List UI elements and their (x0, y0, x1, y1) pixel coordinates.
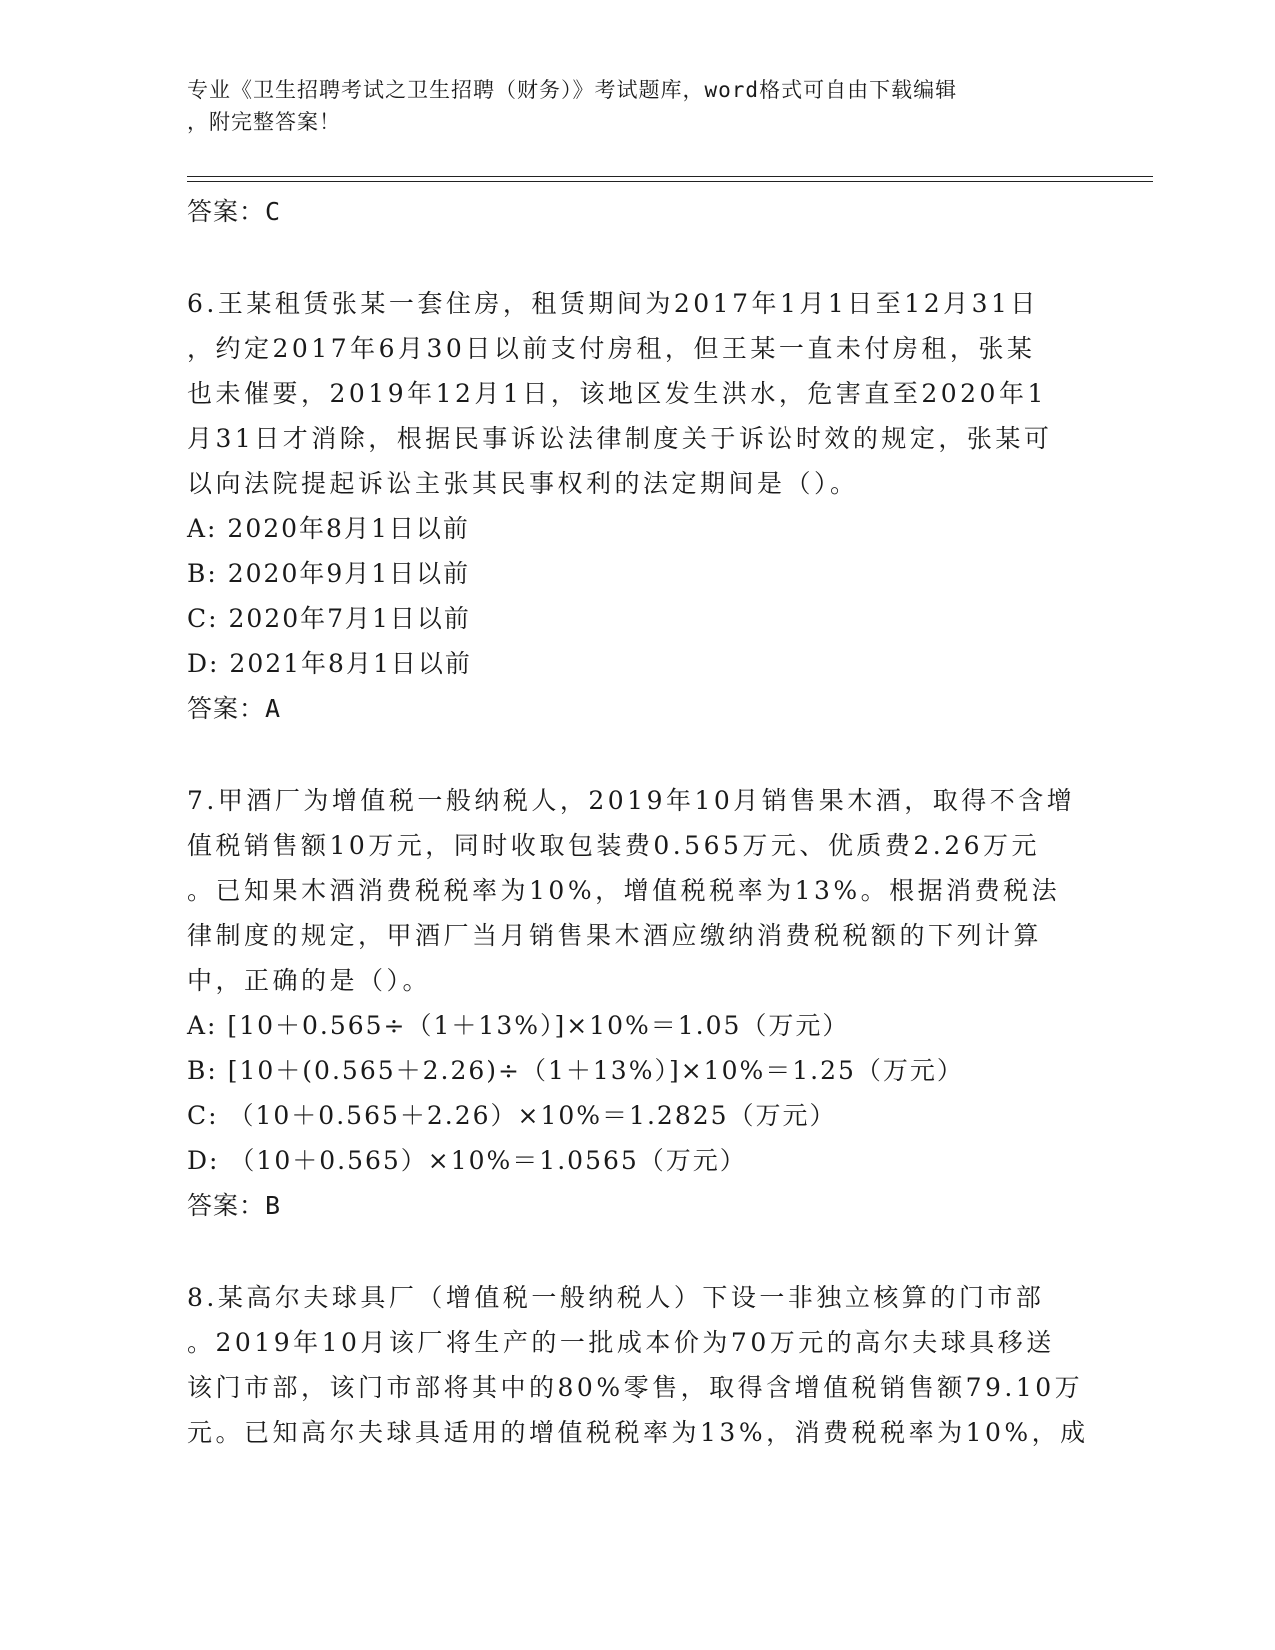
question-6-line: 月31日才消除，根据民事诉讼法律制度关于诉讼时效的规定，张某可 (187, 424, 1053, 453)
question-7-option-c: C: （10＋0.565＋2.26）×10%＝1.2825（万元） (187, 1101, 837, 1130)
answer-q6: 答案：A (187, 694, 282, 723)
spacer (187, 1228, 1087, 1275)
question-6-line: 以向法院提起诉讼主张其民事权利的法定期间是（）。 (187, 469, 859, 498)
answer-q7: 答案：B (187, 1191, 282, 1220)
header-line-1: 专业《卫生招聘考试之卫生招聘（财务）》考试题库，word格式可自由下载编辑 (187, 78, 958, 102)
question-7-line: 。已知果木酒消费税税率为10%，增值税税率为13%。根据消费税法 (187, 876, 1061, 905)
question-8-line: 8.某高尔夫球具厂（增值税一般纳税人）下设一非独立核算的门市部 (187, 1283, 1045, 1312)
header-line-2: ，附完整答案！ (187, 110, 341, 134)
question-6-line: 6.王某租赁张某一套住房，租赁期间为2017年1月1日至12月31日 (187, 289, 1039, 318)
question-6 (187, 281, 1087, 731)
question-6-option-d: D: 2021年8月1日以前 (187, 649, 472, 678)
header-rule-top (187, 176, 1153, 177)
answer-q5: 答案：C (187, 197, 282, 226)
question-7-option-a: A: [10＋0.565÷（1＋13%）]×10%＝1.05（万元） (187, 1011, 850, 1040)
question-7-line: 律制度的规定，甲酒厂当月销售果木酒应缴纳消费税税额的下列计算 (187, 921, 1043, 950)
header-rule-bottom (187, 181, 1153, 182)
question-7-line: 中，正确的是（）。 (187, 966, 432, 995)
question-7 (187, 778, 1087, 1228)
spacer (187, 234, 1087, 281)
question-6-line: 也未催要，2019年12月1日，该地区发生洪水，危害直至2020年1 (187, 379, 1047, 408)
question-8-line: 。2019年10月该厂将生产的一批成本价为70万元的高尔夫球具移送 (187, 1328, 1055, 1357)
question-7-line: 7.甲酒厂为增值税一般纳税人，2019年10月销售果木酒，取得不含增 (187, 786, 1076, 815)
question-8-line: 元。已知高尔夫球具适用的增值税税率为13%，消费税税率为10%，成 (187, 1418, 1089, 1447)
question-8-line: 该门市部，该门市部将其中的80%零售，取得含增值税销售额79.10万 (187, 1373, 1084, 1402)
spacer (187, 731, 1087, 778)
question-7-line: 值税销售额10万元，同时收取包装费0.565万元、优质费2.26万元 (187, 831, 1041, 860)
question-6-line: ，约定2017年6月30日以前支付房租，但王某一直未付房租，张某 (187, 334, 1036, 363)
question-6-option-a: A: 2020年8月1日以前 (187, 514, 470, 543)
question-7-option-b: B: [10＋(0.565＋2.26)÷（1＋13%）]×10%＝1.25（万元） (187, 1056, 964, 1085)
question-8 (187, 1275, 1087, 1455)
question-content (187, 189, 1087, 1455)
question-7-option-d: D: （10＋0.565）×10%＝1.0565（万元） (187, 1146, 747, 1175)
question-6-option-c: C: 2020年7月1日以前 (187, 604, 471, 633)
document-header (187, 74, 1067, 138)
question-6-option-b: B: 2020年9月1日以前 (187, 559, 471, 588)
